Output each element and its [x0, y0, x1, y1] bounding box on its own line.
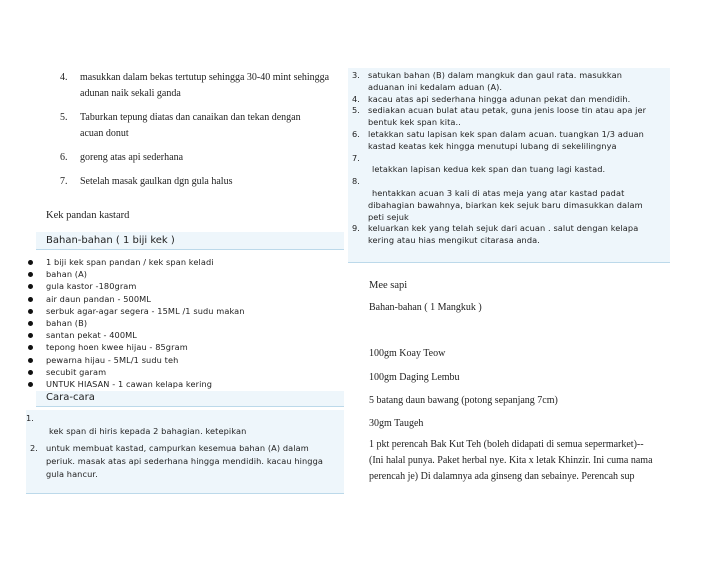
- list-item: 4. masukkan dalam bekas tertutup sehingga 30-40 mint sehingga adunan naik sekali ganda: [60, 72, 330, 99]
- recipe-title-kek: Kek pandan kastard: [46, 210, 130, 221]
- list-item: santan pekat - 400ML: [26, 329, 346, 341]
- cara-steps: [26, 412, 344, 481]
- list-item: gula kastor -180gram: [26, 280, 346, 292]
- bullet-icon: [28, 321, 33, 326]
- list-item: tepong hoen kwee hijau - 85gram: [26, 341, 346, 353]
- mee-item: 100gm Daging Lembu: [369, 372, 460, 383]
- mee-item: 100gm Koay Teow: [369, 348, 446, 359]
- list-item: 6. letakkan satu lapisan kek span dalam acuan. tuangkan 1/3 aduan kastad keatas kek hingga menutupi lubang di sekelilingnya: [352, 128, 644, 151]
- bullet-icon: [28, 358, 33, 363]
- left-top-steps: [60, 70, 342, 198]
- list-item: 7. Setelah masak gaulkan dgn gula halus: [60, 176, 233, 187]
- right-steps: [348, 70, 666, 247]
- list-item: 5. sediakan acuan bulat atau petak, guna jenis loose tin atau apa jer bentuk kek span kita..: [352, 105, 647, 128]
- list-item: 1 biji kek span pandan / kek span keladi: [26, 256, 346, 268]
- list-item: bahan (A): [26, 268, 346, 280]
- list-item: air daun pandan - 500ML: [26, 293, 346, 305]
- bullet-icon: [28, 297, 33, 302]
- list-item: UNTUK HIASAN - 1 cawan kelapa kering: [26, 378, 346, 390]
- list-item: 6. goreng atas api sederhana: [60, 152, 184, 163]
- bullet-icon: [28, 272, 33, 277]
- list-item: 2. untuk membuat kastad, campurkan kesemua bahan (A) dalam periuk. masak atas api sederhana hingga mendidih. kacau hingga gula hancur.: [30, 443, 324, 479]
- bullet-icon: [28, 309, 33, 314]
- list-item: 7. letakkan lapisan kedua kek span dan tuang lagi kastad.: [352, 152, 606, 175]
- mee-item: 5 batang daun bawang (potong sepanjang 7cm): [369, 395, 558, 406]
- mee-item: 30gm Taugeh: [369, 418, 424, 429]
- bahan-header-mee: Bahan-bahan ( 1 Mangkuk ): [369, 302, 482, 313]
- list-item: serbuk agar-agar segera - 15ML /1 sudu makan: [26, 305, 346, 317]
- list-item: 5. Taburkan tepung diatas dan canaikan dan tekan dengan acuan donut: [60, 112, 301, 139]
- bullet-icon: [28, 284, 33, 289]
- bullet-icon: [28, 370, 33, 375]
- list-item: bahan (B): [26, 317, 346, 329]
- mee-paragraph: 1 pkt perencah Bak Kut Teh (boleh didapati di semua sepermarket)-- (Ini halal punya. Paket herbal nye. Kita x letak Khinzir. Ini cuma nama perencah je) Di dalamnya ada ginseng dan sebainye. Perencah sup: [369, 439, 653, 482]
- list-item: 9. keluarkan kek yang telah sejuk dari acuan . salut dengan kelapa kering atau hias mengikut citarasa anda.: [352, 223, 639, 246]
- list-item: secubit garam: [26, 366, 346, 378]
- list-item: 8. hentakkan acuan 3 kali di atas meja yang atar kastad padat dibahagian bawahnya, biarkan kek sejuk baru dimasukkan dalam peti sejuk: [352, 176, 643, 222]
- bullet-icon: [28, 382, 33, 387]
- cara-header: Cara-cara: [46, 392, 95, 403]
- list-item: pewarna hijau - 5ML/1 sudu teh: [26, 354, 346, 366]
- bullet-icon: [28, 260, 33, 265]
- list-item: 3. satukan bahan (B) dalam mangkuk dan gaul rata. masukkan aduanan ini kedalam aduan (A).: [352, 70, 622, 92]
- list-item: 1. kek span di hiris kepada 2 bahagian. ketepikan: [26, 413, 247, 436]
- recipe-title-mee: Mee sapi: [369, 280, 408, 291]
- list-item: 4. kacau atas api sederhana hingga adunan pekat dan mendidih.: [352, 93, 631, 104]
- bullet-icon: [28, 345, 33, 350]
- bahan-header-kek: Bahan-bahan ( 1 biji kek ): [46, 235, 175, 246]
- bullet-icon: [28, 333, 33, 338]
- kek-ingredient-list: [26, 256, 346, 390]
